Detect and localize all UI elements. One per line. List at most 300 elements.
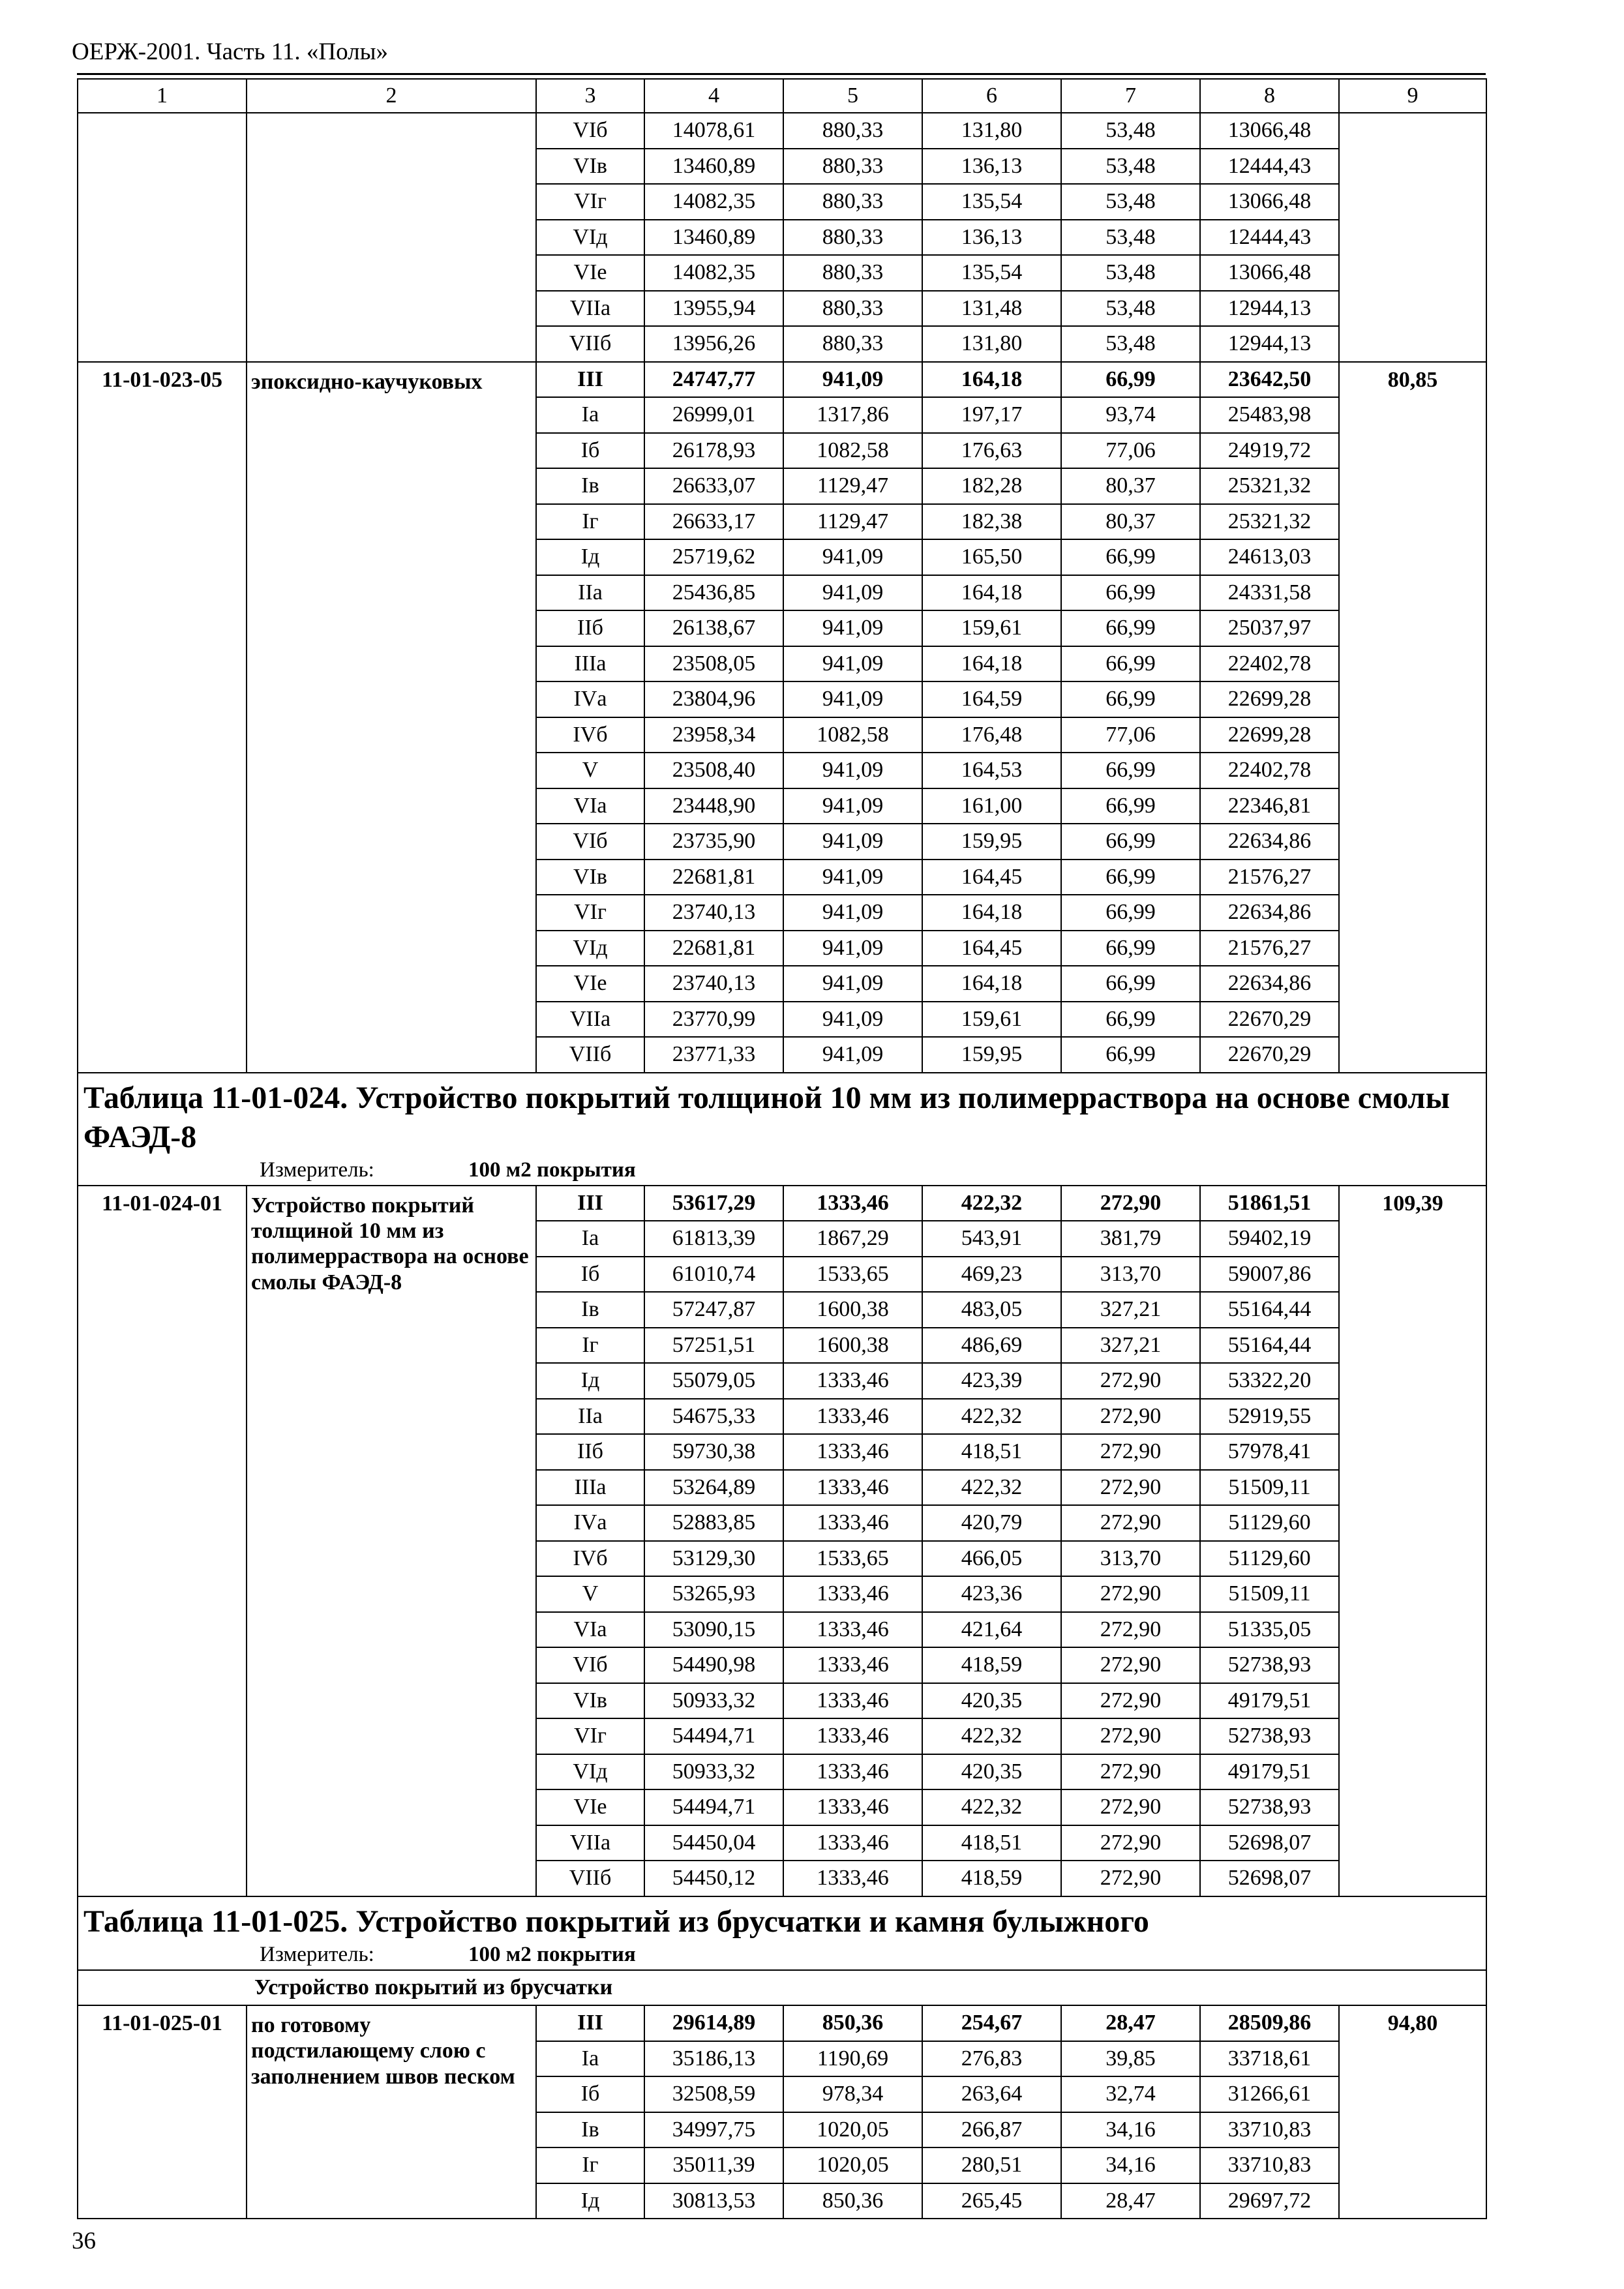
cost-value: 1333,46 bbox=[783, 1683, 922, 1719]
cost-value: 131,80 bbox=[922, 326, 1061, 362]
cost-value: 850,36 bbox=[783, 2183, 922, 2219]
cost-value: 164,18 bbox=[922, 966, 1061, 1002]
cost-value: 420,35 bbox=[922, 1683, 1061, 1719]
region-zone: Iг bbox=[536, 1328, 644, 1364]
cost-value: 880,33 bbox=[783, 220, 922, 256]
region-zone: Iг bbox=[536, 2147, 644, 2183]
cost-value: 22699,28 bbox=[1200, 717, 1339, 753]
region-zone: VIIа bbox=[536, 1825, 644, 1861]
cost-value: 159,95 bbox=[922, 1037, 1061, 1073]
cost-value: 420,79 bbox=[922, 1505, 1061, 1541]
cost-value: 53617,29 bbox=[644, 1186, 783, 1221]
cost-value: 13066,48 bbox=[1200, 255, 1339, 291]
cost-value: 1333,46 bbox=[783, 1399, 922, 1435]
cost-value: 53265,93 bbox=[644, 1576, 783, 1612]
cost-value: 13955,94 bbox=[644, 291, 783, 327]
cost-value: 164,45 bbox=[922, 931, 1061, 966]
cost-value: 197,17 bbox=[922, 397, 1061, 433]
cost-value: 272,90 bbox=[1061, 1434, 1200, 1470]
cost-value: 54450,04 bbox=[644, 1825, 783, 1861]
cost-value: 13066,48 bbox=[1200, 113, 1339, 149]
cost-value: 272,90 bbox=[1061, 1612, 1200, 1648]
cost-value: 1333,46 bbox=[783, 1186, 922, 1221]
cost-value: 53129,30 bbox=[644, 1541, 783, 1577]
cost-value: 52738,93 bbox=[1200, 1718, 1339, 1754]
measure-label: Измеритель: bbox=[260, 1158, 374, 1182]
measure-value: 100 м2 покрытия bbox=[468, 1158, 636, 1182]
cost-value: 421,64 bbox=[922, 1612, 1061, 1648]
cost-value: 1082,58 bbox=[783, 717, 922, 753]
region-zone: IVб bbox=[536, 1541, 644, 1577]
table-row bbox=[78, 113, 1486, 149]
region-zone: VIIб bbox=[536, 1861, 644, 1896]
cost-value: 22402,78 bbox=[1200, 646, 1339, 682]
cost-value: 66,99 bbox=[1061, 931, 1200, 966]
labor-index: 80,85 bbox=[1339, 362, 1486, 1073]
cost-value: 66,99 bbox=[1061, 539, 1200, 575]
cost-value: 164,18 bbox=[922, 575, 1061, 611]
region-zone: VIб bbox=[536, 824, 644, 860]
column-number: 4 bbox=[644, 79, 783, 113]
cost-value: 1082,58 bbox=[783, 433, 922, 469]
table-title-row bbox=[78, 1896, 1486, 1970]
cost-value: 26633,17 bbox=[644, 504, 783, 540]
region-zone: VIд bbox=[536, 220, 644, 256]
region-zone: VIа bbox=[536, 788, 644, 824]
region-zone: VIг bbox=[536, 895, 644, 931]
cost-value: 1333,46 bbox=[783, 1470, 922, 1506]
column-number: 8 bbox=[1200, 79, 1339, 113]
region-zone: VIб bbox=[536, 1647, 644, 1683]
page-number: 36 bbox=[72, 2228, 96, 2254]
cost-value: 1333,46 bbox=[783, 1576, 922, 1612]
cost-value: 26178,93 bbox=[644, 433, 783, 469]
cost-value: 486,69 bbox=[922, 1328, 1061, 1364]
table-row bbox=[78, 362, 1486, 398]
region-zone: IIа bbox=[536, 575, 644, 611]
cost-value: 22681,81 bbox=[644, 860, 783, 895]
region-zone: Iб bbox=[536, 433, 644, 469]
cost-value: 1600,38 bbox=[783, 1328, 922, 1364]
cost-value: 135,54 bbox=[922, 255, 1061, 291]
cost-value: 22634,86 bbox=[1200, 966, 1339, 1002]
cost-value: 422,32 bbox=[922, 1186, 1061, 1221]
table-row bbox=[78, 2005, 1486, 2041]
cost-value: 28,47 bbox=[1061, 2183, 1200, 2219]
cost-value: 254,67 bbox=[922, 2005, 1061, 2041]
cost-value: 53,48 bbox=[1061, 149, 1200, 185]
cost-value: 30813,53 bbox=[644, 2183, 783, 2219]
cost-value: 52698,07 bbox=[1200, 1861, 1339, 1896]
region-zone: VIе bbox=[536, 1789, 644, 1825]
cost-value: 52738,93 bbox=[1200, 1789, 1339, 1825]
cost-value: 12444,43 bbox=[1200, 149, 1339, 185]
region-zone: VIв bbox=[536, 149, 644, 185]
cost-value: 265,45 bbox=[922, 2183, 1061, 2219]
cost-value: 21576,27 bbox=[1200, 860, 1339, 895]
region-zone: Iа bbox=[536, 1221, 644, 1257]
column-number: 5 bbox=[783, 79, 922, 113]
cost-value: 1333,46 bbox=[783, 1612, 922, 1648]
cost-value: 35186,13 bbox=[644, 2041, 783, 2077]
cost-value: 51509,11 bbox=[1200, 1470, 1339, 1506]
item-code bbox=[78, 113, 247, 362]
cost-value: 32508,59 bbox=[644, 2076, 783, 2112]
cost-value: 53,48 bbox=[1061, 184, 1200, 220]
cost-value: 51129,60 bbox=[1200, 1505, 1339, 1541]
cost-value: 272,90 bbox=[1061, 1399, 1200, 1435]
cost-value: 23740,13 bbox=[644, 966, 783, 1002]
measure-line bbox=[83, 1159, 1481, 1185]
cost-value: 14078,61 bbox=[644, 113, 783, 149]
cost-value: 313,70 bbox=[1061, 1541, 1200, 1577]
cost-value: 33718,61 bbox=[1200, 2041, 1339, 2077]
cost-value: 1333,46 bbox=[783, 1754, 922, 1790]
cost-value: 182,28 bbox=[922, 468, 1061, 504]
cost-value: 1129,47 bbox=[783, 504, 922, 540]
region-zone: VIг bbox=[536, 1718, 644, 1754]
region-zone: V bbox=[536, 753, 644, 788]
region-zone: VIIа bbox=[536, 291, 644, 327]
cost-value: 57251,51 bbox=[644, 1328, 783, 1364]
cost-value: 1333,46 bbox=[783, 1505, 922, 1541]
cost-value: 23642,50 bbox=[1200, 362, 1339, 398]
labor-index: 94,80 bbox=[1339, 2005, 1486, 2219]
cost-value: 941,09 bbox=[783, 575, 922, 611]
cost-value: 31266,61 bbox=[1200, 2076, 1339, 2112]
region-zone: Iд bbox=[536, 539, 644, 575]
cost-value: 66,99 bbox=[1061, 860, 1200, 895]
cost-value: 131,48 bbox=[922, 291, 1061, 327]
cost-value: 22699,28 bbox=[1200, 681, 1339, 717]
cost-value: 1333,46 bbox=[783, 1647, 922, 1683]
cost-value: 1317,86 bbox=[783, 397, 922, 433]
cost-value: 66,99 bbox=[1061, 895, 1200, 931]
cost-value: 941,09 bbox=[783, 1002, 922, 1038]
cost-value: 880,33 bbox=[783, 326, 922, 362]
region-zone: III bbox=[536, 2005, 644, 2041]
table-title: Таблица 11-01-024. Устройство покрытий толщиной 10 мм из полимерраствора на основе смолы ФАЭД-8 bbox=[83, 1080, 1450, 1154]
cost-value: 53,48 bbox=[1061, 113, 1200, 149]
cost-value: 26999,01 bbox=[644, 397, 783, 433]
cost-value: 24747,77 bbox=[644, 362, 783, 398]
column-number: 6 bbox=[922, 79, 1061, 113]
cost-value: 55079,05 bbox=[644, 1363, 783, 1399]
region-zone: III bbox=[536, 1186, 644, 1221]
region-zone: IIIа bbox=[536, 1470, 644, 1506]
cost-value: 418,51 bbox=[922, 1434, 1061, 1470]
cost-value: 57247,87 bbox=[644, 1292, 783, 1328]
cost-value: 24613,03 bbox=[1200, 539, 1339, 575]
cost-value: 266,87 bbox=[922, 2112, 1061, 2148]
cost-value: 77,06 bbox=[1061, 717, 1200, 753]
price-table bbox=[77, 78, 1487, 2219]
region-zone: Iд bbox=[536, 1363, 644, 1399]
cost-value: 34,16 bbox=[1061, 2112, 1200, 2148]
cost-value: 53090,15 bbox=[644, 1612, 783, 1648]
cost-value: 54490,98 bbox=[644, 1647, 783, 1683]
cost-value: 29697,72 bbox=[1200, 2183, 1339, 2219]
cost-value: 422,32 bbox=[922, 1470, 1061, 1506]
cost-value: 880,33 bbox=[783, 113, 922, 149]
cost-value: 159,61 bbox=[922, 610, 1061, 646]
cost-value: 51129,60 bbox=[1200, 1541, 1339, 1577]
cost-value: 1533,65 bbox=[783, 1257, 922, 1293]
section-heading: Устройство покрытий из брусчатки bbox=[78, 1970, 1486, 2006]
cost-value: 66,99 bbox=[1061, 1002, 1200, 1038]
cost-value: 272,90 bbox=[1061, 1363, 1200, 1399]
region-zone: Iа bbox=[536, 2041, 644, 2077]
cost-value: 22402,78 bbox=[1200, 753, 1339, 788]
labor-index: 109,39 bbox=[1339, 1186, 1486, 1896]
item-code: 11-01-024-01 bbox=[78, 1186, 247, 1896]
cost-value: 1333,46 bbox=[783, 1789, 922, 1825]
cost-value: 1020,05 bbox=[783, 2112, 922, 2148]
cost-value: 25037,97 bbox=[1200, 610, 1339, 646]
cost-value: 1333,46 bbox=[783, 1718, 922, 1754]
item-description bbox=[247, 113, 536, 362]
cost-value: 164,18 bbox=[922, 362, 1061, 398]
cost-value: 418,51 bbox=[922, 1825, 1061, 1861]
cost-value: 93,74 bbox=[1061, 397, 1200, 433]
cost-value: 21576,27 bbox=[1200, 931, 1339, 966]
region-zone: Iб bbox=[536, 1257, 644, 1293]
cost-value: 276,83 bbox=[922, 2041, 1061, 2077]
cost-value: 941,09 bbox=[783, 1037, 922, 1073]
cost-value: 66,99 bbox=[1061, 681, 1200, 717]
cost-value: 26633,07 bbox=[644, 468, 783, 504]
cost-value: 54450,12 bbox=[644, 1861, 783, 1896]
cost-value: 26138,67 bbox=[644, 610, 783, 646]
cost-value: 14082,35 bbox=[644, 255, 783, 291]
cost-value: 313,70 bbox=[1061, 1257, 1200, 1293]
cost-value: 1333,46 bbox=[783, 1434, 922, 1470]
cost-value: 880,33 bbox=[783, 184, 922, 220]
column-number: 1 bbox=[78, 79, 247, 113]
cost-value: 23735,90 bbox=[644, 824, 783, 860]
cost-value: 23740,13 bbox=[644, 895, 783, 931]
cost-value: 14082,35 bbox=[644, 184, 783, 220]
cost-value: 77,06 bbox=[1061, 433, 1200, 469]
cost-value: 280,51 bbox=[922, 2147, 1061, 2183]
item-description: эпоксидно-каучуковых bbox=[247, 362, 536, 1073]
cost-value: 880,33 bbox=[783, 255, 922, 291]
cost-value: 941,09 bbox=[783, 966, 922, 1002]
cost-value: 25436,85 bbox=[644, 575, 783, 611]
cost-value: 52738,93 bbox=[1200, 1647, 1339, 1683]
cost-value: 1020,05 bbox=[783, 2147, 922, 2183]
cost-value: 24919,72 bbox=[1200, 433, 1339, 469]
cost-value: 941,09 bbox=[783, 895, 922, 931]
cost-value: 22670,29 bbox=[1200, 1002, 1339, 1038]
region-zone: IIб bbox=[536, 1434, 644, 1470]
cost-value: 53,48 bbox=[1061, 291, 1200, 327]
cost-value: 880,33 bbox=[783, 149, 922, 185]
cost-value: 23770,99 bbox=[644, 1002, 783, 1038]
region-zone: IVа bbox=[536, 681, 644, 717]
cost-value: 176,63 bbox=[922, 433, 1061, 469]
cost-value: 422,32 bbox=[922, 1399, 1061, 1435]
cost-value: 49179,51 bbox=[1200, 1683, 1339, 1719]
cost-value: 12444,43 bbox=[1200, 220, 1339, 256]
labor-index bbox=[1339, 113, 1486, 362]
region-zone: VIIб bbox=[536, 1037, 644, 1073]
cost-value: 272,90 bbox=[1061, 1505, 1200, 1541]
cost-value: 51335,05 bbox=[1200, 1612, 1339, 1648]
region-zone: IVб bbox=[536, 717, 644, 753]
region-zone: Iа bbox=[536, 397, 644, 433]
cost-value: 1333,46 bbox=[783, 1363, 922, 1399]
cost-value: 54675,33 bbox=[644, 1399, 783, 1435]
region-zone: Iб bbox=[536, 2076, 644, 2112]
cost-value: 135,54 bbox=[922, 184, 1061, 220]
cost-value: 54494,71 bbox=[644, 1789, 783, 1825]
table-title-cell bbox=[78, 1073, 1486, 1186]
cost-value: 272,90 bbox=[1061, 1186, 1200, 1221]
cost-value: 22346,81 bbox=[1200, 788, 1339, 824]
cost-value: 52698,07 bbox=[1200, 1825, 1339, 1861]
cost-value: 164,18 bbox=[922, 895, 1061, 931]
region-zone: Iг bbox=[536, 504, 644, 540]
region-zone: Iв bbox=[536, 1292, 644, 1328]
cost-value: 327,21 bbox=[1061, 1328, 1200, 1364]
cost-value: 543,91 bbox=[922, 1221, 1061, 1257]
cost-value: 55164,44 bbox=[1200, 1328, 1339, 1364]
region-zone: Iв bbox=[536, 468, 644, 504]
cost-value: 13460,89 bbox=[644, 220, 783, 256]
cost-value: 272,90 bbox=[1061, 1718, 1200, 1754]
cost-value: 22634,86 bbox=[1200, 895, 1339, 931]
region-zone: VIб bbox=[536, 113, 644, 149]
cost-value: 51861,51 bbox=[1200, 1186, 1339, 1221]
cost-value: 66,99 bbox=[1061, 824, 1200, 860]
region-zone: VIа bbox=[536, 1612, 644, 1648]
cost-value: 272,90 bbox=[1061, 1825, 1200, 1861]
cost-value: 423,39 bbox=[922, 1363, 1061, 1399]
cost-value: 66,99 bbox=[1061, 966, 1200, 1002]
cost-value: 22634,86 bbox=[1200, 824, 1339, 860]
cost-value: 25483,98 bbox=[1200, 397, 1339, 433]
region-zone: VIд bbox=[536, 931, 644, 966]
cost-value: 53,48 bbox=[1061, 326, 1200, 362]
cost-value: 22681,81 bbox=[644, 931, 783, 966]
cost-value: 61813,39 bbox=[644, 1221, 783, 1257]
cost-value: 12944,13 bbox=[1200, 291, 1339, 327]
cost-value: 1129,47 bbox=[783, 468, 922, 504]
cost-value: 23958,34 bbox=[644, 717, 783, 753]
table-title-cell bbox=[78, 1896, 1486, 1970]
cost-value: 80,37 bbox=[1061, 468, 1200, 504]
cost-value: 53322,20 bbox=[1200, 1363, 1339, 1399]
table-row bbox=[78, 1186, 1486, 1221]
running-header: ОЕРЖ-2001. Часть 11. «Полы» bbox=[72, 38, 388, 65]
measure-line bbox=[83, 1944, 1481, 1969]
cost-value: 13460,89 bbox=[644, 149, 783, 185]
cost-value: 941,09 bbox=[783, 824, 922, 860]
cost-value: 66,99 bbox=[1061, 753, 1200, 788]
column-number-row bbox=[78, 79, 1486, 113]
region-zone: VIIа bbox=[536, 1002, 644, 1038]
cost-value: 24331,58 bbox=[1200, 575, 1339, 611]
cost-value: 59402,19 bbox=[1200, 1221, 1339, 1257]
section-row bbox=[78, 1970, 1486, 2006]
header-rule bbox=[77, 73, 1486, 75]
cost-value: 49179,51 bbox=[1200, 1754, 1339, 1790]
cost-value: 25321,32 bbox=[1200, 504, 1339, 540]
column-number: 3 bbox=[536, 79, 644, 113]
cost-value: 850,36 bbox=[783, 2005, 922, 2041]
region-zone: IIа bbox=[536, 1399, 644, 1435]
region-zone: VIIб bbox=[536, 326, 644, 362]
cost-value: 1190,69 bbox=[783, 2041, 922, 2077]
region-zone: Iв bbox=[536, 2112, 644, 2148]
cost-value: 272,90 bbox=[1061, 1683, 1200, 1719]
cost-value: 23804,96 bbox=[644, 681, 783, 717]
cost-value: 23508,05 bbox=[644, 646, 783, 682]
cost-value: 176,48 bbox=[922, 717, 1061, 753]
cost-value: 52883,85 bbox=[644, 1505, 783, 1541]
cost-value: 941,09 bbox=[783, 860, 922, 895]
cost-value: 23448,90 bbox=[644, 788, 783, 824]
cost-value: 54494,71 bbox=[644, 1718, 783, 1754]
cost-value: 33710,83 bbox=[1200, 2112, 1339, 2148]
cost-value: 164,59 bbox=[922, 681, 1061, 717]
cost-value: 22670,29 bbox=[1200, 1037, 1339, 1073]
cost-value: 182,38 bbox=[922, 504, 1061, 540]
cost-value: 941,09 bbox=[783, 931, 922, 966]
item-description: Устройство покрытий толщиной 10 мм из полимерраствора на основе смолы ФАЭД-8 bbox=[247, 1186, 536, 1896]
cost-value: 61010,74 bbox=[644, 1257, 783, 1293]
cost-value: 1867,29 bbox=[783, 1221, 922, 1257]
item-code: 11-01-025-01 bbox=[78, 2005, 247, 2219]
cost-value: 51509,11 bbox=[1200, 1576, 1339, 1612]
cost-value: 272,90 bbox=[1061, 1754, 1200, 1790]
column-number: 2 bbox=[247, 79, 536, 113]
cost-value: 136,13 bbox=[922, 149, 1061, 185]
cost-value: 66,99 bbox=[1061, 646, 1200, 682]
cost-value: 272,90 bbox=[1061, 1576, 1200, 1612]
cost-value: 55164,44 bbox=[1200, 1292, 1339, 1328]
cost-value: 136,13 bbox=[922, 220, 1061, 256]
cost-value: 33710,83 bbox=[1200, 2147, 1339, 2183]
cost-value: 418,59 bbox=[922, 1647, 1061, 1683]
cost-value: 57978,41 bbox=[1200, 1434, 1339, 1470]
cost-value: 159,61 bbox=[922, 1002, 1061, 1038]
cost-value: 23771,33 bbox=[644, 1037, 783, 1073]
cost-value: 13956,26 bbox=[644, 326, 783, 362]
cost-value: 50933,32 bbox=[644, 1683, 783, 1719]
cost-value: 53,48 bbox=[1061, 255, 1200, 291]
cost-value: 66,99 bbox=[1061, 788, 1200, 824]
cost-value: 420,35 bbox=[922, 1754, 1061, 1790]
region-zone: VIг bbox=[536, 184, 644, 220]
cost-value: 66,99 bbox=[1061, 1037, 1200, 1073]
item-description: по готовому подстилающему слою с заполнением швов песком bbox=[247, 2005, 536, 2219]
cost-value: 272,90 bbox=[1061, 1647, 1200, 1683]
region-zone: VIв bbox=[536, 860, 644, 895]
column-number: 7 bbox=[1061, 79, 1200, 113]
cost-value: 159,95 bbox=[922, 824, 1061, 860]
cost-value: 32,74 bbox=[1061, 2076, 1200, 2112]
cost-value: 34,16 bbox=[1061, 2147, 1200, 2183]
cost-value: 1600,38 bbox=[783, 1292, 922, 1328]
cost-value: 29614,89 bbox=[644, 2005, 783, 2041]
cost-value: 161,00 bbox=[922, 788, 1061, 824]
cost-value: 165,50 bbox=[922, 539, 1061, 575]
cost-value: 272,90 bbox=[1061, 1470, 1200, 1506]
cost-value: 1333,46 bbox=[783, 1825, 922, 1861]
column-number: 9 bbox=[1339, 79, 1486, 113]
